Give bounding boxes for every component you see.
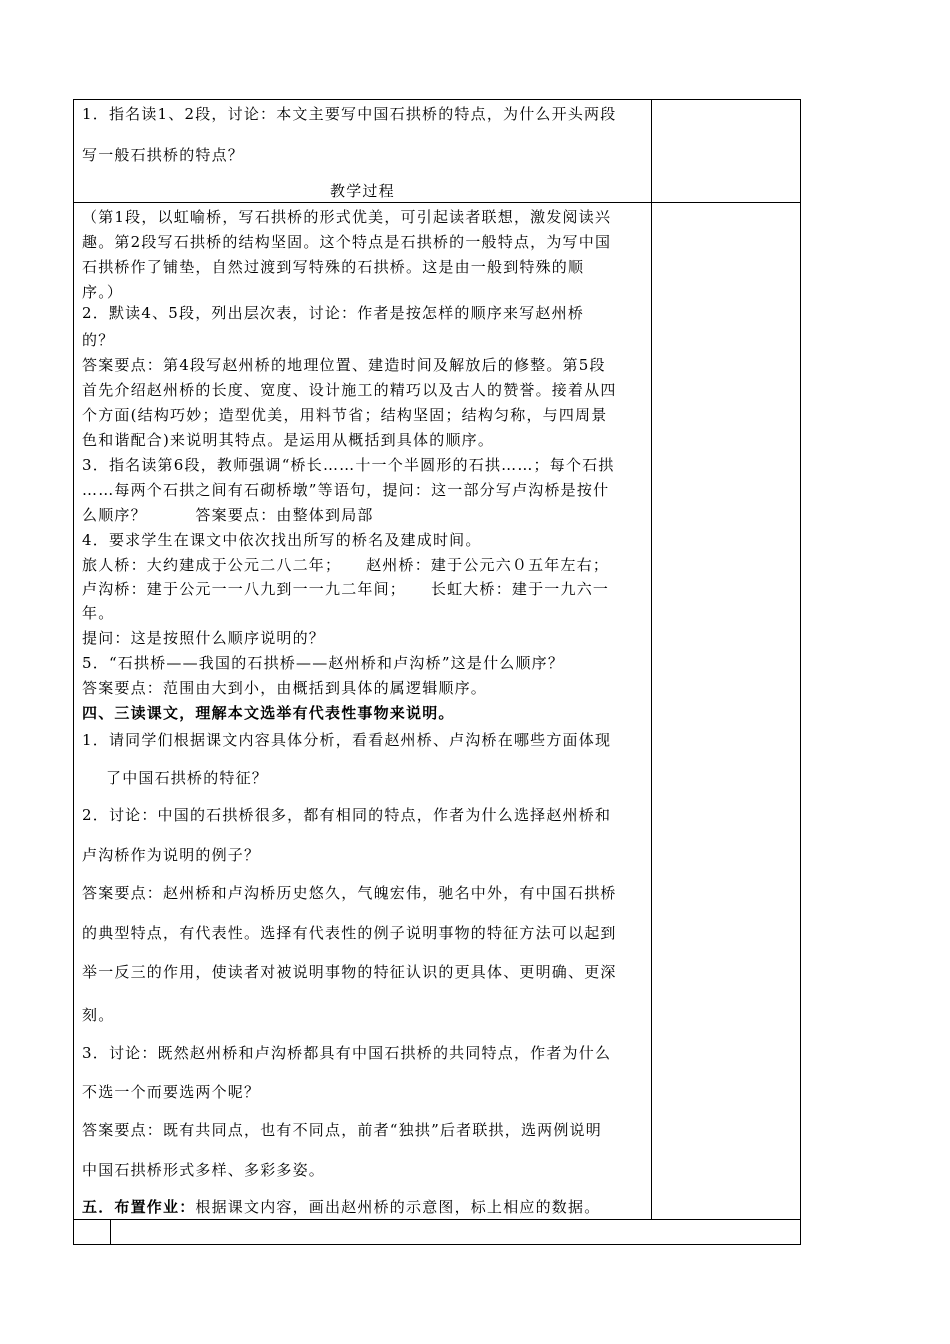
homework-line xyxy=(82,1197,600,1217)
table-border-left xyxy=(73,99,74,1245)
text-line: 序。） xyxy=(82,283,124,301)
text-line: 举一反三的作用，使读者对被说明事物的特征认识的更具体、更明确、更深 xyxy=(82,963,617,981)
text-line: 年。 xyxy=(82,604,115,622)
text-line: 3．讨论：既然赵州桥和卢沟桥都具有中国石拱桥的共同特点，作者为什么 xyxy=(82,1044,612,1062)
text-line: 答案要点：范围由大到小，由概括到具体的属逻辑顺序。 xyxy=(82,679,488,697)
row-divider-bottom xyxy=(73,1219,801,1220)
text-line: 个方面(结构巧妙；造型优美，用料节省；结构坚固；结构匀称，与四周景 xyxy=(82,406,608,424)
text-line: 提问：这是按照什么顺序说明的？ xyxy=(82,629,326,647)
section-heading: 教学过程 xyxy=(330,182,395,200)
footer-cell-divider xyxy=(110,1219,111,1245)
text-line: 3．指名读第6段，教师强调“桥长……十一个半圆形的石拱……；每个石拱 xyxy=(82,456,615,474)
text-line: 了中国石拱桥的特征？ xyxy=(106,769,269,787)
section-4-heading: 四、三读课文，理解本文选举有代表性事物来说明。 xyxy=(82,704,455,722)
column-divider xyxy=(651,99,652,1219)
text-line: 卢沟桥：建于公元一一八九到一一九二年间； 长虹大桥：建于一九六一 xyxy=(82,580,610,598)
text-line: 5．“石拱桥——我国的石拱桥——赵州桥和卢沟桥”这是什么顺序？ xyxy=(82,654,565,672)
text-line: ……每两个石拱之间有石砌桥墩”等语句，提问：这一部分写卢沟桥是按什 xyxy=(82,481,610,499)
table-border-right xyxy=(800,99,801,1245)
question-1: 1．指名读1、2段，讨论：本文主要写中国石拱桥的特点，为什么开头两段 xyxy=(82,105,617,123)
text-line: 1．请同学们根据课文内容具体分析，看看赵州桥、卢沟桥在哪些方面体现 xyxy=(82,731,612,749)
text-line: 么顺序？ 答案要点：由整体到局部 xyxy=(82,506,374,524)
text-line: 石拱桥作了铺垫，自然过渡到写特殊的石拱桥。这是由一般到特殊的顺 xyxy=(82,258,585,276)
question-1-cont: 写一般石拱桥的特点？ xyxy=(82,146,245,164)
row-divider xyxy=(73,202,801,203)
text-line: 2．默读4、5段，列出层次表，讨论：作者是按怎样的顺序来写赵州桥 xyxy=(82,304,585,322)
text-line: 2．讨论：中国的石拱桥很多，都有相同的特点，作者为什么选择赵州桥和 xyxy=(82,806,612,824)
text-line: 中国石拱桥形式多样、多彩多姿。 xyxy=(82,1161,326,1179)
homework-text: 根据课文内容，画出赵州桥的示意图，标上相应的数据。 xyxy=(195,1198,601,1216)
text-line: 首先介绍赵州桥的长度、宽度、设计施工的精巧以及古人的赞誉。接着从四 xyxy=(82,381,617,399)
table-border-top xyxy=(73,99,801,100)
table-border-bottom xyxy=(73,1244,801,1245)
text-line: 4．要求学生在课文中依次找出所写的桥名及建成时间。 xyxy=(82,531,482,549)
text-line: 色和谐配合)来说明其特点。是运用从概括到具体的顺序。 xyxy=(82,431,495,449)
text-line: 刻。 xyxy=(82,1006,115,1024)
text-line: 答案要点：第4段写赵州桥的地理位置、建造时间及解放后的修整。第5段 xyxy=(82,356,606,374)
text-line: 趣。第2段写石拱桥的结构坚固。这个特点是石拱桥的一般特点，为写中国 xyxy=(82,233,612,251)
text-line: 的？ xyxy=(82,331,115,349)
text-line: 答案要点：赵州桥和卢沟桥历史悠久，气魄宏伟，驰名中外，有中国石拱桥 xyxy=(82,884,617,902)
text-line: 答案要点：既有共同点，也有不同点，前者“独拱”后者联拱，选两例说明 xyxy=(82,1121,602,1139)
text-line: （第1段，以虹喻桥，写石拱桥的形式优美，可引起读者联想，激发阅读兴 xyxy=(82,208,612,226)
text-line: 卢沟桥作为说明的例子？ xyxy=(82,846,261,864)
homework-label: 五．布置作业： xyxy=(82,1198,196,1216)
text-line: 的典型特点，有代表性。选择有代表性的例子说明事物的特征方法可以起到 xyxy=(82,924,617,942)
text-line: 旅人桥：大约建成于公元二八二年； 赵州桥：建于公元六０五年左右； xyxy=(82,556,610,574)
text-line: 不选一个而要选两个呢？ xyxy=(82,1083,261,1101)
